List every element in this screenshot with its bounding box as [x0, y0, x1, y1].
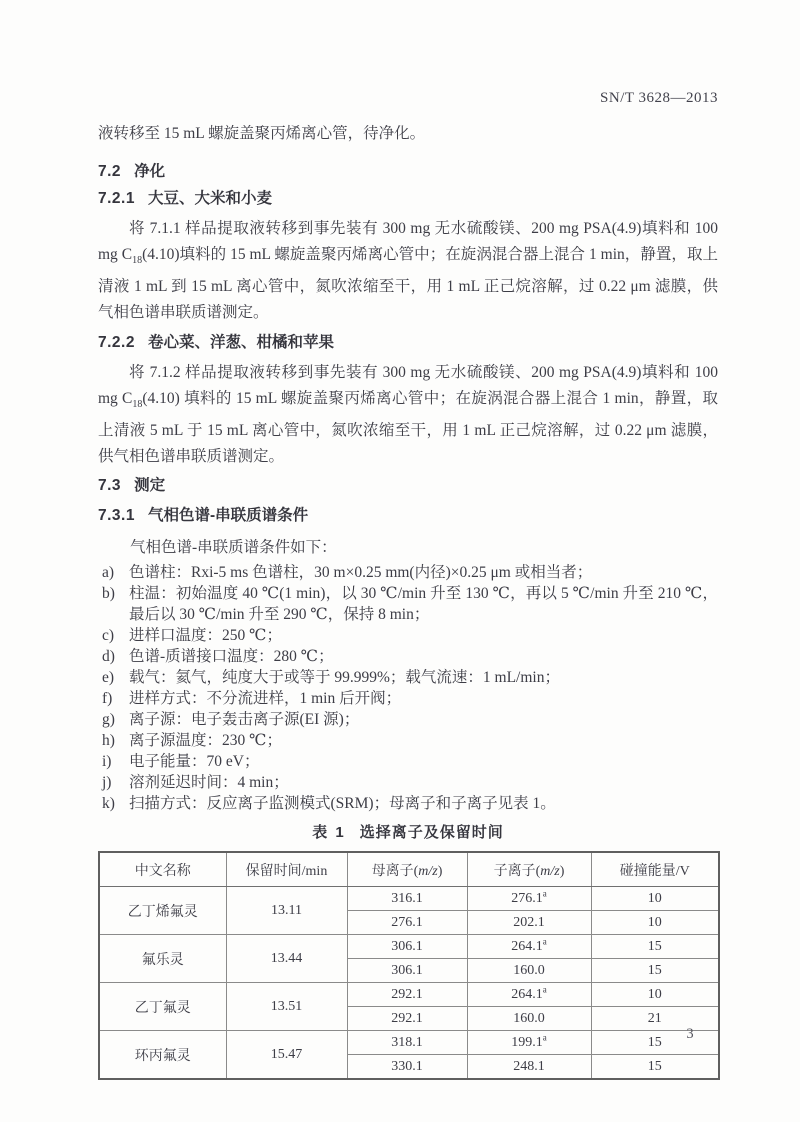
- list-item-b: [98, 583, 718, 625]
- cell-daughter-ion: [467, 935, 591, 959]
- cell-compound-name: 氟乐灵: [99, 935, 226, 983]
- list-item-text: 离子源：电子轰击离子源(EI 源)；: [129, 711, 360, 729]
- list-item-letter: f): [102, 690, 113, 708]
- section-number: 7.2: [98, 163, 122, 180]
- daughter-value: 160.0: [513, 1010, 545, 1026]
- cell-retention-time: 13.51: [226, 983, 347, 1031]
- cell-collision-energy: 10: [591, 911, 719, 935]
- header-text: 子离子(: [493, 863, 541, 879]
- table-row: [99, 935, 719, 959]
- section-heading-7-3-1: [98, 506, 718, 526]
- table-caption-number: 表 1: [312, 824, 346, 842]
- col-header-daughter-ion: [467, 852, 591, 887]
- section-number: 7.3.1: [98, 507, 135, 525]
- daughter-value: 248.1: [513, 1058, 545, 1074]
- section-number: 7.2.2: [98, 334, 135, 352]
- cell-parent-ion: 306.1: [347, 935, 467, 959]
- list-item-text: 色谱柱：Rxi-5 ms 色谱柱，30 m×0.25 mm(内径)×0.25 μm 或相当者；: [129, 564, 593, 582]
- list-item-letter: i): [102, 753, 112, 771]
- daughter-value: 160.0: [513, 962, 545, 978]
- footnote-superscript: a: [542, 936, 547, 947]
- cell-daughter-ion: [467, 911, 591, 935]
- section-heading-7-2-2: [98, 333, 718, 353]
- list-item-letter: d): [102, 648, 115, 666]
- table-caption-title: 选择离子及保留时间: [359, 824, 504, 842]
- page-content: [98, 88, 718, 1080]
- cell-parent-ion: 292.1: [347, 1007, 467, 1031]
- cell-retention-time: 15.47: [226, 1031, 347, 1080]
- header-text: ): [559, 863, 565, 879]
- paragraph-text: 将 7.1.1 样品提取液转移到事先装有 300 mg 无水硫酸镁、200 mg PSA(4.9)填料和 100 mg C: [98, 220, 718, 263]
- cell-daughter-ion: [467, 983, 591, 1007]
- paragraph-text: (4.10) 填料的 15 mL 螺旋盖聚丙烯离心管中；在旋涡混合器上混合 1 min，静置，取上清液 5 mL 于 15 mL 离心管中，氮吹浓缩至干，用 1 mL 正己烷溶解，过 0.22 μm 滤膜，供气相色谱串联质谱测定。: [98, 390, 718, 466]
- list-item-letter: g): [102, 711, 115, 729]
- list-item-text: 柱温：初始温度 40 ℃(1 min)，以 30 ℃/min 升至 130 ℃，再以 5 ℃/min 升至 210 ℃，最后以 30 ℃/min 升至 290 ℃，保持 8 min；: [129, 585, 718, 624]
- paragraph-7-2-1: [98, 216, 718, 326]
- list-item-letter: c): [102, 627, 115, 645]
- col-header-retention-time: 保留时间/min: [226, 852, 347, 887]
- section-title: 测定: [134, 477, 166, 495]
- list-item-letter: h): [102, 732, 115, 750]
- cell-parent-ion: 318.1: [347, 1031, 467, 1055]
- cell-daughter-ion: [467, 887, 591, 911]
- section-heading-7-2-1: [98, 189, 718, 209]
- cell-daughter-ion: [467, 1031, 591, 1055]
- header-italic-mz: m/z: [418, 863, 438, 879]
- cell-retention-time: 13.44: [226, 935, 347, 983]
- paragraph-7-2-2: [98, 360, 718, 470]
- page-number: 3: [686, 1026, 694, 1042]
- daughter-value: 199.1: [511, 1034, 543, 1050]
- footnote-superscript: a: [542, 1032, 547, 1043]
- cell-daughter-ion: [467, 1007, 591, 1031]
- table-row: [99, 1031, 719, 1055]
- section-heading-7-3: [98, 476, 718, 496]
- footnote-superscript: a: [542, 888, 547, 899]
- section-title: 净化: [134, 163, 166, 180]
- gc-conditions-intro: 气相色谱-串联质谱条件如下：: [130, 539, 337, 557]
- table-header-row: [99, 852, 719, 887]
- section-title: 气相色谱-串联质谱条件: [147, 507, 309, 525]
- daughter-value: 276.1: [511, 890, 543, 906]
- section-number: 7.2.1: [98, 190, 135, 207]
- list-item-letter: j): [102, 774, 112, 792]
- list-item-i: [98, 751, 718, 772]
- cell-collision-energy: 10: [591, 983, 719, 1007]
- cell-parent-ion: 316.1: [347, 887, 467, 911]
- cell-daughter-ion: [467, 1055, 591, 1080]
- cell-collision-energy: 21: [591, 1007, 719, 1031]
- cell-compound-name: 环丙氟灵: [99, 1031, 226, 1080]
- cell-compound-name: 乙丁烯氟灵: [99, 887, 226, 935]
- list-item-letter: k): [102, 795, 115, 813]
- list-item-text: 电子能量：70 eV；: [129, 753, 260, 771]
- header-text: 母离子(: [371, 863, 419, 879]
- cell-collision-energy: 15: [591, 935, 719, 959]
- list-item-k: [98, 793, 718, 814]
- list-item-text: 溶剂延迟时间：4 min；: [129, 774, 289, 792]
- cell-compound-name: 乙丁氟灵: [99, 983, 226, 1031]
- cell-collision-energy: 15: [591, 959, 719, 983]
- daughter-value: 264.1: [511, 986, 543, 1002]
- cell-parent-ion: 276.1: [347, 911, 467, 935]
- footnote-superscript: a: [542, 984, 547, 995]
- paragraph-text: 将 7.1.2 样品提取液转移到事先装有 300 mg 无水硫酸镁、200 mg PSA(4.9)填料和 100 mg C: [98, 364, 718, 408]
- list-item-letter: b): [102, 585, 115, 603]
- header-text: ): [437, 863, 443, 879]
- section-number: 7.3: [98, 477, 122, 495]
- list-item-letter: e): [102, 669, 115, 687]
- cell-parent-ion: 292.1: [347, 983, 467, 1007]
- list-item-e: [98, 667, 718, 688]
- paragraph-text: (4.10)填料的 15 mL 螺旋盖聚丙烯离心管中；在旋涡混合器上混合 1 min，静置，取上清液 1 mL 到 15 mL 离心管中，氮吹浓缩至干，用 1 mL 正己烷溶解，过 0.22 μm 滤膜，供气相色谱串联质谱测定。: [98, 246, 718, 322]
- cell-daughter-ion: [467, 959, 591, 983]
- header-italic-mz: m/z: [540, 863, 560, 879]
- list-item-letter: a): [102, 564, 115, 582]
- col-header-collision-energy: 碰撞能量/V: [591, 852, 719, 887]
- list-item-h: [98, 730, 718, 751]
- cell-collision-energy: 15: [591, 1055, 719, 1080]
- subscript-18: 18: [132, 255, 143, 267]
- list-item-text: 色谱-质谱接口温度：280 ℃；: [129, 648, 334, 666]
- cell-collision-energy: 15: [591, 1031, 719, 1055]
- lead-continuation-line: 液转移至 15 mL 螺旋盖聚丙烯离心管，待净化。: [98, 125, 426, 142]
- list-item-text: 进样方式：不分流进样，1 min 后开阀；: [129, 690, 402, 708]
- section-heading-7-2: [98, 162, 718, 182]
- daughter-value: 264.1: [511, 938, 543, 954]
- cell-collision-energy: 10: [591, 887, 719, 911]
- table-1-caption: [98, 823, 718, 843]
- col-header-chinese-name: 中文名称: [99, 852, 226, 887]
- subscript-18: 18: [132, 399, 143, 411]
- table-row: [99, 887, 719, 911]
- cell-parent-ion: 330.1: [347, 1055, 467, 1080]
- list-item-a: [98, 562, 718, 583]
- list-item-text: 离子源温度：230 ℃；: [129, 732, 282, 750]
- list-item-f: [98, 688, 718, 709]
- table-row: [99, 983, 719, 1007]
- section-title: 卷心菜、洋葱、柑橘和苹果: [147, 334, 334, 352]
- standard-number-header: SN/T 3628—2013: [600, 90, 718, 106]
- list-item-d: [98, 646, 718, 667]
- gc-conditions-list: [98, 562, 718, 814]
- section-title: 大豆、大米和小麦: [147, 190, 272, 207]
- list-item-text: 扫描方式：反应离子监测模式(SRM)；母离子和子离子见表 1。: [129, 795, 556, 813]
- daughter-value: 202.1: [513, 914, 545, 930]
- list-item-c: [98, 625, 718, 646]
- list-item-text: 进样口温度：250 ℃；: [129, 627, 282, 645]
- list-item-j: [98, 772, 718, 793]
- list-item-g: [98, 709, 718, 730]
- col-header-parent-ion: [347, 852, 467, 887]
- cell-parent-ion: 306.1: [347, 959, 467, 983]
- selected-ions-table: [98, 851, 720, 1080]
- cell-retention-time: 13.11: [226, 887, 347, 935]
- list-item-text: 载气：氦气，纯度大于或等于 99.999%；载气流速：1 mL/min；: [129, 669, 560, 687]
